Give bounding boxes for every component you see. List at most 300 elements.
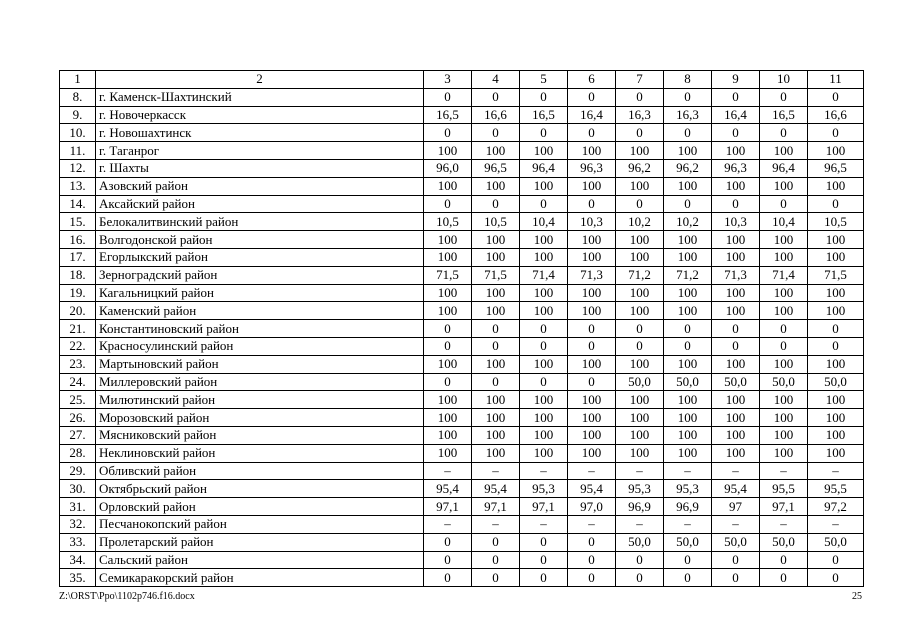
table-row [60,462,864,480]
row-number-cell: 33. [60,533,96,551]
value-cell: 97,1 [424,498,472,516]
row-number-cell: 14. [60,195,96,213]
district-name-cell: Октябрьский район [96,480,424,498]
value-cell: 71,3 [712,266,760,284]
value-cell: 95,3 [520,480,568,498]
district-name-cell: Обливский район [96,462,424,480]
value-cell: 0 [664,551,712,569]
value-cell: 71,2 [616,266,664,284]
table-row [60,569,864,587]
value-cell: 100 [808,355,864,373]
row-number-cell: 24. [60,373,96,391]
value-cell: 16,4 [568,106,616,124]
column-number-cell: 8 [664,71,712,89]
value-cell: 100 [424,426,472,444]
value-cell: 0 [520,88,568,106]
value-cell: 96,5 [808,159,864,177]
table-row [60,320,864,338]
value-cell: 97,1 [760,498,808,516]
row-number-cell: 22. [60,337,96,355]
value-cell: 16,5 [520,106,568,124]
value-cell: 100 [760,302,808,320]
value-cell: 10,5 [424,213,472,231]
value-cell: 100 [808,177,864,195]
value-cell: 0 [616,551,664,569]
value-cell: 100 [664,248,712,266]
value-cell: 97,0 [568,498,616,516]
value-cell: 0 [808,320,864,338]
value-cell: 16,5 [760,106,808,124]
value-cell: 100 [616,177,664,195]
value-cell: 100 [664,409,712,427]
table-row [60,177,864,195]
value-cell: 0 [568,551,616,569]
value-cell: 10,4 [760,213,808,231]
row-number-cell: 16. [60,231,96,249]
value-cell: 96,5 [472,159,520,177]
row-number-cell: 11. [60,142,96,160]
value-cell: 96,3 [712,159,760,177]
value-cell: 100 [712,177,760,195]
value-cell: 100 [616,284,664,302]
row-number-cell: 19. [60,284,96,302]
value-cell: – [760,462,808,480]
district-name-cell: Красносулинский район [96,337,424,355]
value-cell: 10,3 [568,213,616,231]
value-cell: – [808,462,864,480]
table-row [60,231,864,249]
value-cell: 71,4 [760,266,808,284]
column-number-cell: 5 [520,71,568,89]
value-cell: 96,2 [664,159,712,177]
district-name-cell: г. Таганрог [96,142,424,160]
value-cell: 71,5 [424,266,472,284]
value-cell: 0 [424,124,472,142]
district-name-cell: Кагальницкий район [96,284,424,302]
value-cell: – [568,462,616,480]
value-cell: 95,3 [616,480,664,498]
value-cell: 0 [568,373,616,391]
value-cell: 0 [760,195,808,213]
value-cell: 100 [520,302,568,320]
district-name-cell: г. Каменск-Шахтинский [96,88,424,106]
column-number-cell: 1 [60,71,96,89]
value-cell: 0 [568,533,616,551]
value-cell: 95,4 [712,480,760,498]
value-cell: 100 [520,426,568,444]
column-number-cell: 2 [96,71,424,89]
table-row [60,302,864,320]
value-cell: 100 [760,142,808,160]
column-number-cell: 9 [712,71,760,89]
district-name-cell: Семикаракорский район [96,569,424,587]
value-cell: 16,3 [616,106,664,124]
table-row [60,106,864,124]
value-cell: 0 [664,124,712,142]
table-body [60,71,864,587]
column-number-cell: 11 [808,71,864,89]
value-cell: 100 [712,426,760,444]
value-cell: 0 [664,88,712,106]
value-cell: 100 [520,284,568,302]
row-number-cell: 31. [60,498,96,516]
table-row [60,142,864,160]
district-name-cell: Белокалитвинский район [96,213,424,231]
value-cell: – [472,462,520,480]
value-cell: 95,4 [424,480,472,498]
district-name-cell: Миллеровский район [96,373,424,391]
value-cell: 100 [616,248,664,266]
value-cell: 0 [712,320,760,338]
value-cell: 100 [664,231,712,249]
value-cell: 96,4 [760,159,808,177]
value-cell: 100 [616,142,664,160]
column-number-cell: 4 [472,71,520,89]
row-number-cell: 32. [60,515,96,533]
value-cell: 10,2 [616,213,664,231]
district-name-cell: Зерноградский район [96,266,424,284]
district-name-cell: г. Новочеркасск [96,106,424,124]
table-row [60,159,864,177]
value-cell: 0 [472,320,520,338]
value-cell: 100 [424,409,472,427]
value-cell: 97 [712,498,760,516]
value-cell: 100 [568,231,616,249]
value-cell: 50,0 [664,533,712,551]
row-number-cell: 34. [60,551,96,569]
value-cell: 100 [616,426,664,444]
table-row [60,88,864,106]
value-cell: 100 [568,248,616,266]
value-cell: 100 [568,409,616,427]
value-cell: 0 [616,195,664,213]
value-cell: 0 [808,551,864,569]
table-row [60,284,864,302]
value-cell: – [760,515,808,533]
row-number-cell: 26. [60,409,96,427]
value-cell: 100 [424,142,472,160]
value-cell: 100 [808,231,864,249]
value-cell: 0 [712,569,760,587]
district-name-cell: Пролетарский район [96,533,424,551]
value-cell: 95,4 [568,480,616,498]
value-cell: 71,5 [472,266,520,284]
value-cell: 0 [712,337,760,355]
value-cell: 100 [616,231,664,249]
value-cell: – [520,462,568,480]
value-cell: 96,9 [616,498,664,516]
value-cell: 16,5 [424,106,472,124]
value-cell: 100 [568,444,616,462]
value-cell: 50,0 [664,373,712,391]
district-name-cell: Мясниковский район [96,426,424,444]
value-cell: 100 [520,248,568,266]
value-cell: 16,6 [808,106,864,124]
data-table [59,70,864,587]
value-cell: 50,0 [616,533,664,551]
value-cell: 71,4 [520,266,568,284]
value-cell: 95,3 [664,480,712,498]
district-name-cell: Азовский район [96,177,424,195]
value-cell: 100 [664,444,712,462]
value-cell: 100 [808,248,864,266]
value-cell: – [664,515,712,533]
value-cell: 10,5 [472,213,520,231]
value-cell: 100 [568,426,616,444]
value-cell: 97,1 [472,498,520,516]
value-cell: 100 [808,284,864,302]
value-cell: 100 [712,355,760,373]
row-number-cell: 28. [60,444,96,462]
district-name-cell: Каменский район [96,302,424,320]
value-cell: 0 [808,337,864,355]
value-cell: 0 [760,337,808,355]
value-cell: 100 [760,177,808,195]
row-number-cell: 15. [60,213,96,231]
table-row [60,195,864,213]
value-cell: 0 [760,551,808,569]
table-row [60,551,864,569]
value-cell: 0 [760,320,808,338]
column-number-cell: 10 [760,71,808,89]
value-cell: 100 [616,391,664,409]
value-cell: 100 [520,142,568,160]
value-cell: 0 [616,320,664,338]
value-cell: 97,1 [520,498,568,516]
value-cell: 0 [712,88,760,106]
value-cell: 100 [424,444,472,462]
district-name-cell: Сальский район [96,551,424,569]
value-cell: 0 [424,569,472,587]
value-cell: 100 [472,231,520,249]
column-number-cell: 7 [616,71,664,89]
value-cell: 100 [712,302,760,320]
value-cell: 100 [520,409,568,427]
value-cell: 0 [712,195,760,213]
value-cell: 100 [616,444,664,462]
value-cell: 71,2 [664,266,712,284]
column-number-cell: 6 [568,71,616,89]
value-cell: 100 [568,302,616,320]
value-cell: 100 [616,302,664,320]
district-name-cell: Егорлыкский район [96,248,424,266]
value-cell: 100 [760,248,808,266]
row-number-cell: 20. [60,302,96,320]
value-cell: 100 [808,444,864,462]
value-cell: 100 [472,142,520,160]
value-cell: 0 [664,337,712,355]
value-cell: 10,5 [808,213,864,231]
value-cell: 100 [424,248,472,266]
value-cell: 0 [664,320,712,338]
value-cell: 100 [808,409,864,427]
value-cell: 100 [712,409,760,427]
row-number-cell: 13. [60,177,96,195]
value-cell: 0 [472,533,520,551]
value-cell: 100 [424,231,472,249]
value-cell: 100 [520,391,568,409]
value-cell: 0 [616,337,664,355]
value-cell: 0 [616,124,664,142]
value-cell: 50,0 [712,533,760,551]
value-cell: 100 [472,284,520,302]
value-cell: 100 [664,391,712,409]
value-cell: 100 [664,355,712,373]
district-name-cell: Волгодонской район [96,231,424,249]
district-name-cell: Аксайский район [96,195,424,213]
value-cell: 100 [808,142,864,160]
footer-file-path: Z:\ORST\Ppo\1102p746.f16.docx [59,591,195,602]
value-cell: 96,9 [664,498,712,516]
value-cell: 71,3 [568,266,616,284]
value-cell: 0 [472,337,520,355]
value-cell: 0 [520,337,568,355]
value-cell: 0 [424,533,472,551]
value-cell: 100 [760,426,808,444]
header-row [60,71,864,89]
table-row [60,498,864,516]
value-cell: – [808,515,864,533]
district-name-cell: г. Шахты [96,159,424,177]
row-number-cell: 23. [60,355,96,373]
value-cell: 0 [472,124,520,142]
table-row [60,355,864,373]
value-cell: 100 [760,284,808,302]
district-name-cell: Орловский район [96,498,424,516]
value-cell: 100 [712,248,760,266]
value-cell: 0 [472,551,520,569]
row-number-cell: 18. [60,266,96,284]
value-cell: 97,2 [808,498,864,516]
value-cell: 100 [568,177,616,195]
value-cell: 100 [760,409,808,427]
value-cell: 100 [568,355,616,373]
row-number-cell: 25. [60,391,96,409]
value-cell: 0 [472,195,520,213]
value-cell: 0 [664,569,712,587]
value-cell: 0 [760,124,808,142]
row-number-cell: 8. [60,88,96,106]
value-cell: 0 [424,195,472,213]
value-cell: 0 [808,124,864,142]
value-cell: 100 [616,409,664,427]
value-cell: 100 [520,231,568,249]
value-cell: 100 [568,284,616,302]
value-cell: 0 [808,88,864,106]
value-cell: 100 [472,409,520,427]
value-cell: 100 [424,355,472,373]
value-cell: 0 [520,551,568,569]
value-cell: 0 [568,124,616,142]
value-cell: 0 [424,337,472,355]
value-cell: – [712,462,760,480]
value-cell: – [520,515,568,533]
value-cell: 95,5 [760,480,808,498]
value-cell: 0 [520,569,568,587]
value-cell: 100 [760,391,808,409]
value-cell: 100 [472,355,520,373]
district-name-cell: Морозовский район [96,409,424,427]
value-cell: 0 [712,124,760,142]
value-cell: 96,0 [424,159,472,177]
value-cell: 100 [424,177,472,195]
page-number: 25 [852,591,862,602]
value-cell: 0 [568,337,616,355]
value-cell: 100 [760,444,808,462]
table-row [60,266,864,284]
district-name-cell: Мартыновский район [96,355,424,373]
value-cell: 100 [472,248,520,266]
row-number-cell: 9. [60,106,96,124]
value-cell: – [424,462,472,480]
value-cell: 0 [808,195,864,213]
value-cell: 100 [712,231,760,249]
value-cell: 100 [808,302,864,320]
value-cell: 100 [472,177,520,195]
value-cell: 100 [616,355,664,373]
value-cell: 100 [808,426,864,444]
table-row [60,124,864,142]
value-cell: 100 [520,444,568,462]
value-cell: – [472,515,520,533]
value-cell: 0 [520,195,568,213]
row-number-cell: 17. [60,248,96,266]
value-cell: 96,4 [520,159,568,177]
table-row [60,391,864,409]
value-cell: 100 [664,284,712,302]
value-cell: 0 [424,551,472,569]
table-row [60,444,864,462]
value-cell: 0 [712,551,760,569]
value-cell: 16,3 [664,106,712,124]
value-cell: 100 [664,426,712,444]
value-cell: 100 [424,391,472,409]
value-cell: 95,4 [472,480,520,498]
row-number-cell: 35. [60,569,96,587]
table-row [60,515,864,533]
value-cell: 0 [520,124,568,142]
value-cell: 0 [808,569,864,587]
district-name-cell: Константиновский район [96,320,424,338]
value-cell: 100 [520,177,568,195]
value-cell: 0 [568,320,616,338]
value-cell: 50,0 [808,373,864,391]
value-cell: 50,0 [712,373,760,391]
row-number-cell: 12. [60,159,96,177]
value-cell: 0 [520,373,568,391]
value-cell: 16,4 [712,106,760,124]
value-cell: 100 [472,302,520,320]
value-cell: – [424,515,472,533]
row-number-cell: 29. [60,462,96,480]
value-cell: 0 [568,569,616,587]
value-cell: 0 [568,195,616,213]
value-cell: 10,3 [712,213,760,231]
value-cell: 0 [424,88,472,106]
value-cell: 0 [520,533,568,551]
value-cell: 0 [472,88,520,106]
table-row [60,409,864,427]
value-cell: 50,0 [616,373,664,391]
value-cell: – [712,515,760,533]
value-cell: 100 [424,284,472,302]
value-cell: 100 [712,284,760,302]
value-cell: – [616,462,664,480]
value-cell: – [616,515,664,533]
value-cell: 100 [520,355,568,373]
value-cell: 10,2 [664,213,712,231]
value-cell: 100 [472,444,520,462]
